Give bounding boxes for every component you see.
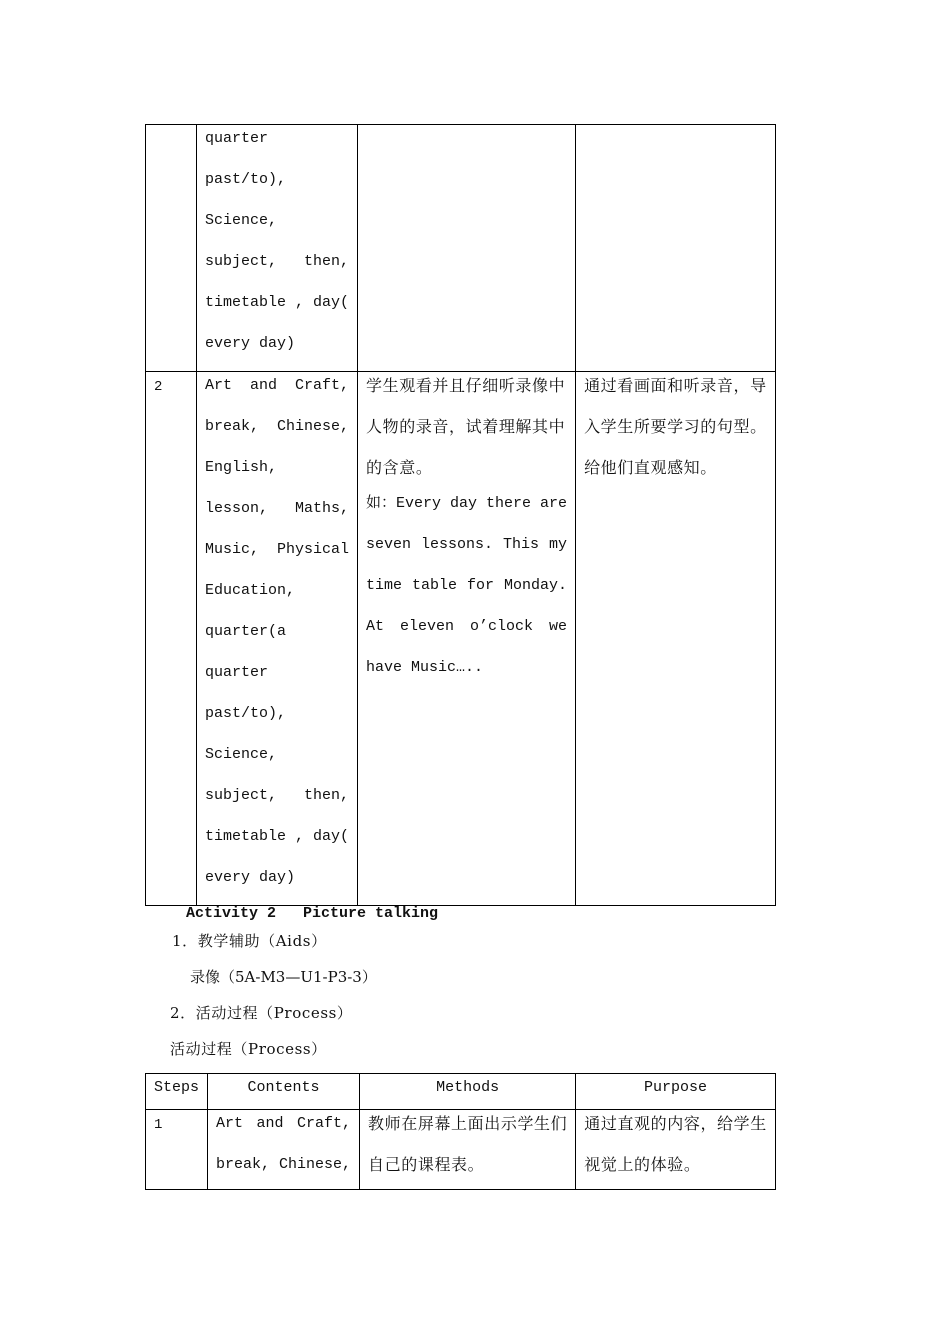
process-label: 活动过程（Process） — [170, 1040, 327, 1058]
methods-line: 如：Every day there are — [366, 495, 568, 512]
table-row — [146, 1110, 776, 1190]
activity-title: Activity 2 Picture talking — [186, 905, 439, 922]
methods-line: At eleven o’clock we — [366, 618, 568, 635]
purpose-cell — [576, 372, 776, 906]
contents-line: break, Chinese, — [216, 1156, 352, 1173]
contents-cell — [208, 1110, 360, 1190]
contents-line: Science, — [205, 212, 278, 229]
contents-line: every day) — [205, 335, 296, 352]
contents-line: every day) — [205, 869, 296, 886]
aids-value: 录像（5A-M3—U1-P3-3） — [190, 968, 377, 986]
methods-cell — [358, 372, 576, 906]
purpose-cell — [576, 1110, 776, 1190]
table-row — [146, 372, 776, 906]
purpose-line: 入学生所要学习的句型。 — [584, 417, 767, 436]
methods-cell — [358, 125, 576, 372]
contents-line: subject, then, — [205, 253, 350, 270]
process-heading: 2．活动过程（Process） — [170, 1004, 353, 1022]
purpose-line: 通过看画面和听录音，导 — [584, 376, 767, 395]
contents-cell — [197, 125, 358, 372]
contents-line: timetable , day( — [205, 828, 350, 845]
header-purpose: Purpose — [576, 1074, 776, 1110]
methods-line: time table for Monday. — [366, 577, 568, 594]
contents-line: past/to), — [205, 171, 287, 188]
header-methods: Methods — [360, 1074, 576, 1110]
header-steps: Steps — [146, 1074, 208, 1110]
activity-2-table — [145, 1073, 776, 1190]
methods-cell — [360, 1110, 576, 1190]
aids-heading: 1．教学辅助（Aids） — [172, 932, 327, 950]
header-contents: Contents — [208, 1074, 360, 1110]
activity-1-table — [145, 124, 776, 906]
step-number: 1 — [154, 1117, 163, 1133]
purpose-line: 给他们直观感知。 — [584, 458, 717, 477]
methods-line: seven lessons. This my — [366, 536, 568, 553]
contents-line: English, — [205, 459, 278, 476]
contents-line: break, Chinese, — [205, 418, 350, 435]
contents-line: quarter — [205, 130, 269, 147]
contents-line: past/to), — [205, 705, 287, 722]
methods-line: 学生观看并且仔细听录像中 — [366, 376, 566, 395]
table-header-row — [146, 1074, 776, 1110]
contents-line: Art and Craft, — [205, 377, 350, 394]
steps-cell — [146, 1110, 208, 1190]
contents-line: Science, — [205, 746, 278, 763]
methods-line: have Music….. — [366, 659, 484, 676]
contents-line: timetable , day( — [205, 294, 350, 311]
methods-line: 自己的课程表。 — [368, 1155, 485, 1174]
contents-line: quarter — [205, 664, 269, 681]
methods-line: 的含意。 — [366, 458, 433, 477]
purpose-cell — [576, 125, 776, 372]
contents-line: lesson, Maths, — [205, 500, 350, 517]
steps-cell — [146, 372, 197, 906]
contents-line: Music, Physical — [205, 541, 350, 558]
contents-line: Art and Craft, — [216, 1115, 352, 1132]
contents-cell — [197, 372, 358, 906]
methods-line: 人物的录音，试着理解其中 — [366, 417, 566, 436]
contents-line: subject, then, — [205, 787, 350, 804]
contents-line: Education, — [205, 582, 296, 599]
table-row — [146, 125, 776, 372]
methods-line: 教师在屏幕上面出示学生们 — [368, 1114, 568, 1133]
purpose-line: 视觉上的体验。 — [584, 1155, 701, 1174]
step-number: 2 — [154, 379, 163, 395]
purpose-line: 通过直观的内容，给学生 — [584, 1114, 767, 1133]
contents-line: quarter(a — [205, 623, 287, 640]
steps-cell — [146, 125, 197, 372]
